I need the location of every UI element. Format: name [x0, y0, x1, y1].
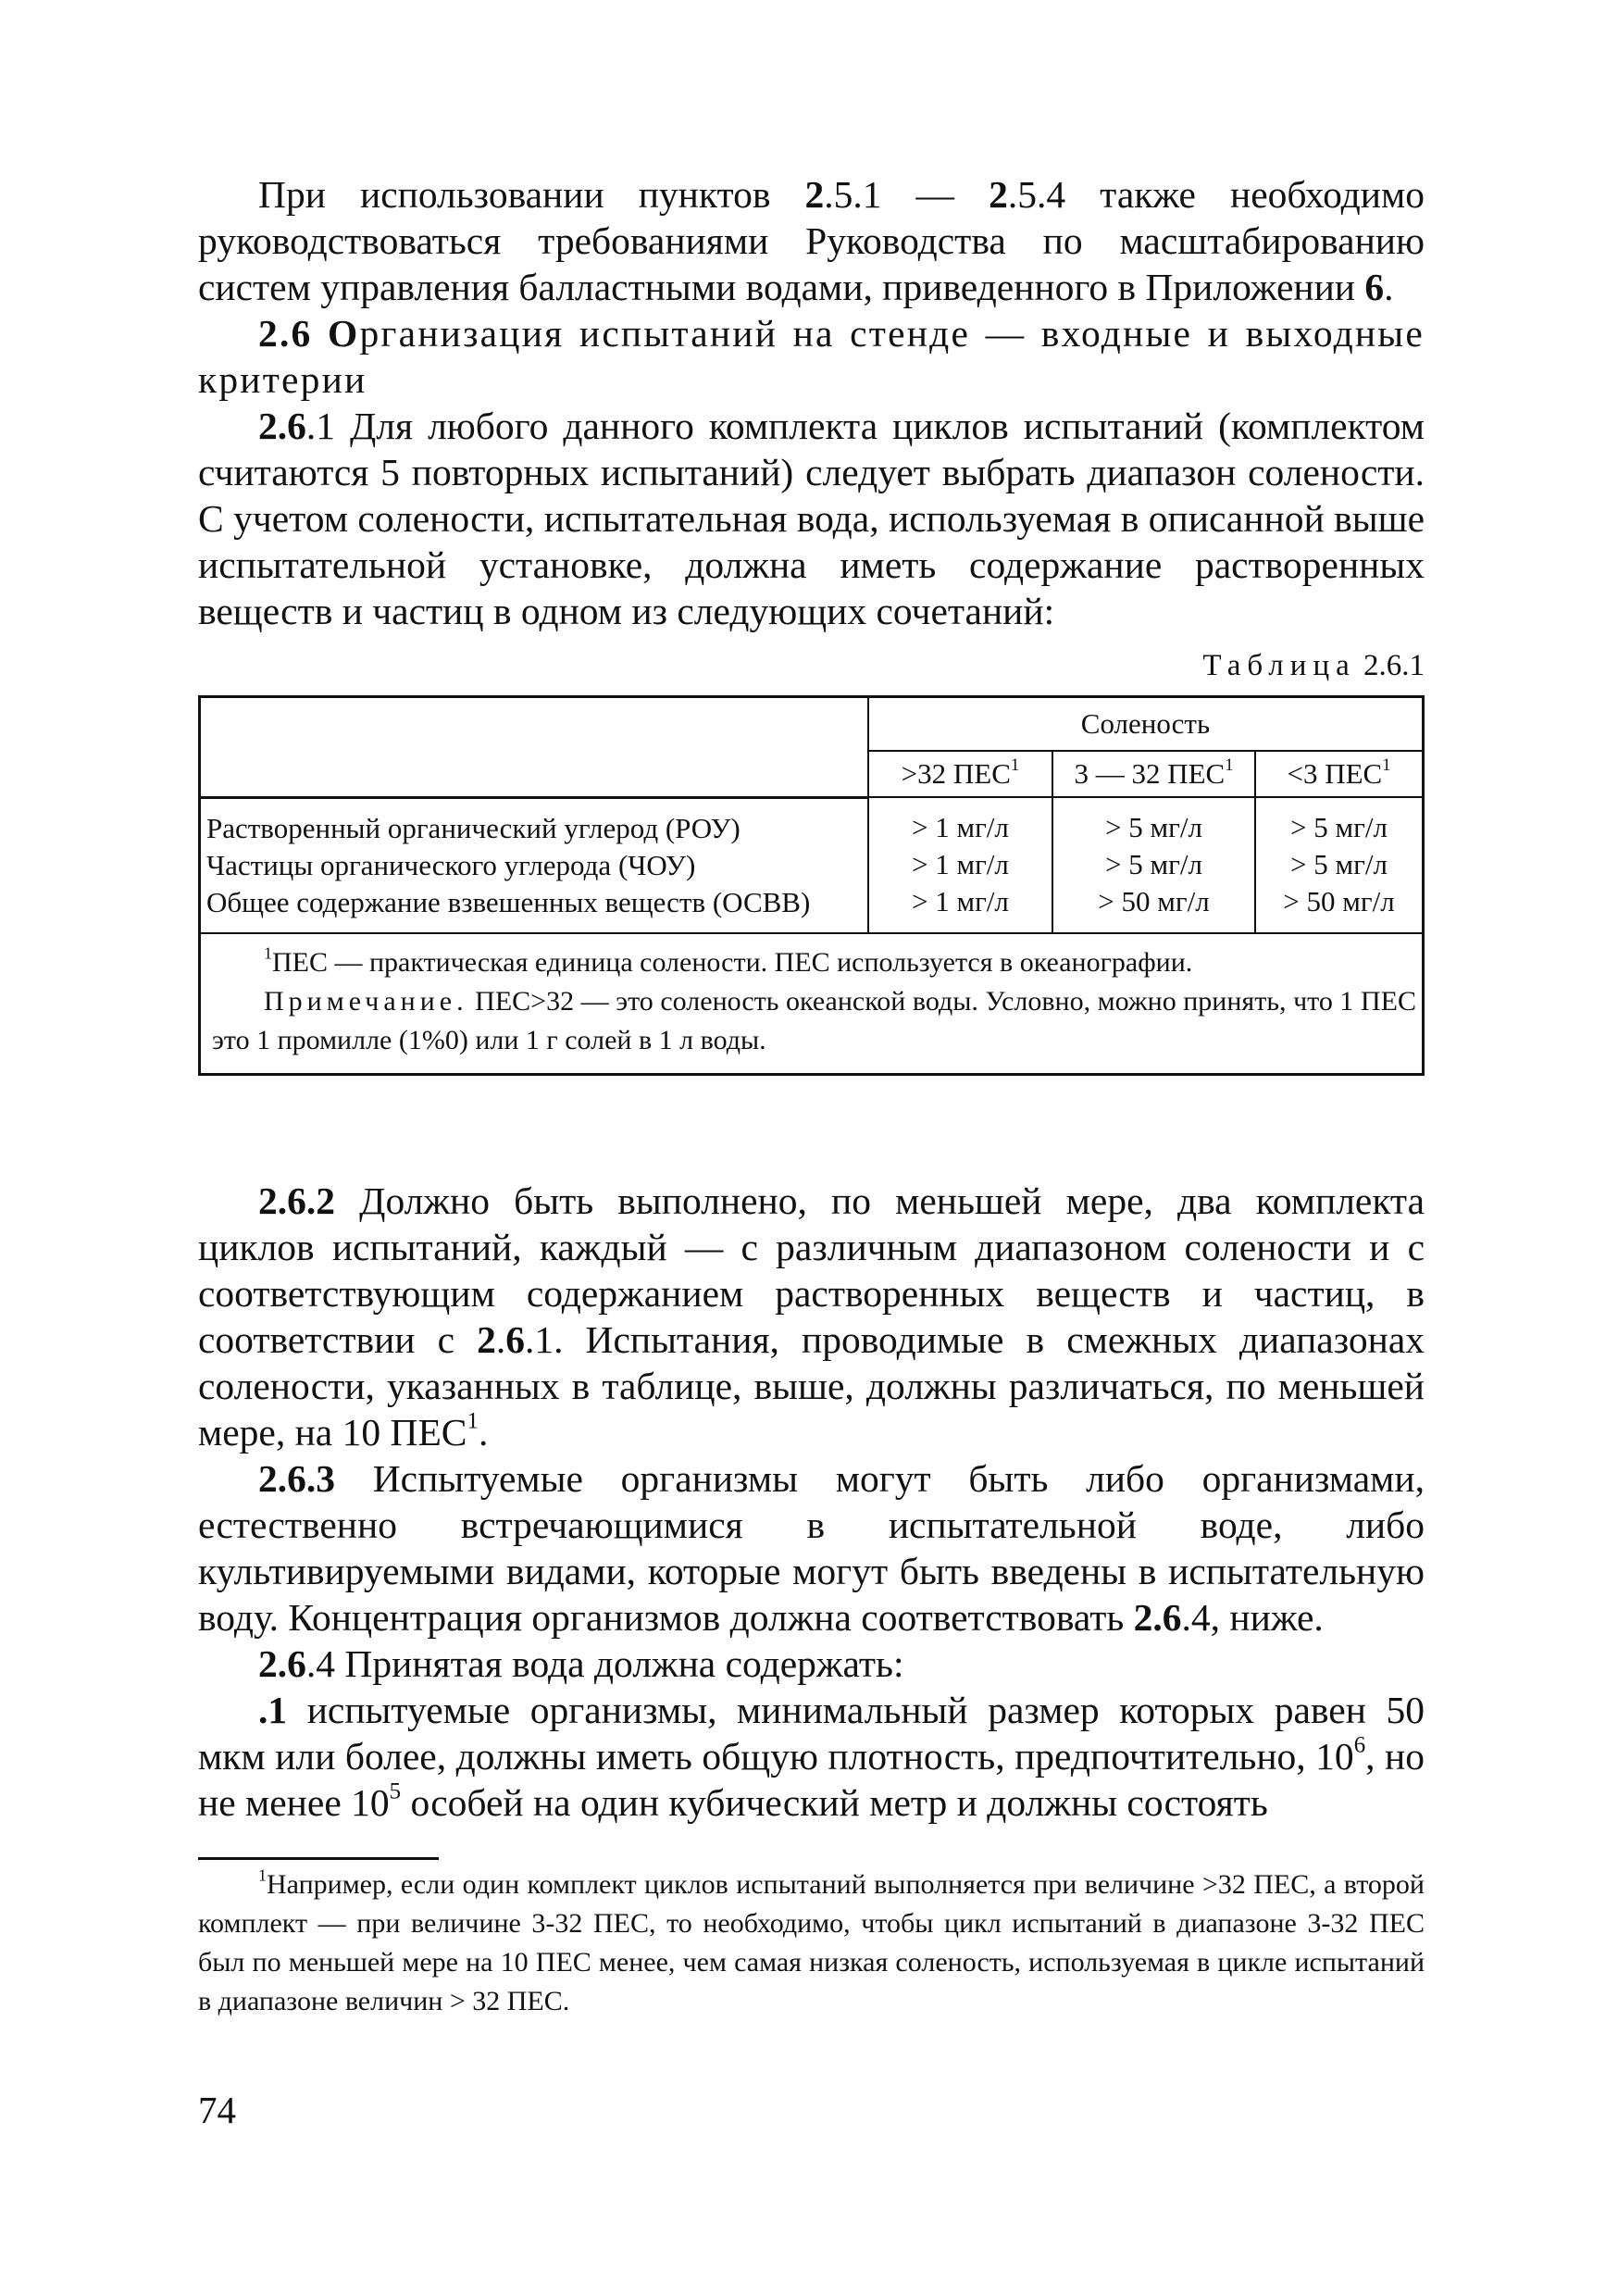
table-cell: > 5 мг/л	[1105, 811, 1202, 844]
clause-text: Испытуемые организмы могут быть либо организмами, естественно встречающимися в испытательной воде, либо культивируемыми видами, которые могут быть введены в испытательную воду. Концентрация организмов должна соответствовать	[198, 1456, 1425, 1639]
footnote-mark: 1	[1010, 755, 1020, 776]
table-cell: > 1 мг/л	[911, 811, 1009, 844]
group-header-label: Соленость	[1080, 707, 1211, 740]
table-cell: > 50 мг/л	[1283, 885, 1395, 918]
table-footnote-text: ПЕС — практическая единица солености. ПЕС используется в океанографии.	[272, 946, 1193, 978]
document-page	[198, 171, 1425, 2021]
spacer	[198, 1076, 1425, 1178]
table-corner-cell	[200, 697, 868, 798]
table-caption	[198, 647, 1425, 684]
item-number: .1	[258, 1688, 288, 1731]
clause-text: .4, ниже.	[1181, 1595, 1324, 1639]
remark-text: ПЕС>32 — это соленость океанской воды. Условно, можно принять, что 1 ПЕС это 1 промилле (1%0) или 1 г солей в 1 л воды.	[212, 985, 1416, 1055]
footnote-mark: 1	[1382, 755, 1391, 776]
table-cell: > 5 мг/л	[1105, 848, 1202, 881]
reference-bold: 2	[804, 173, 825, 216]
row-label: Растворенный органический углерод (РОУ)	[206, 811, 741, 844]
exponent: 5	[389, 1778, 402, 1803]
reference-bold: 2.6	[1133, 1595, 1182, 1639]
clause-text: испытуемые организмы, минимальный размер которых равен 50 мкм или более, должны иметь общую плотность, предпочтительно, 10	[198, 1688, 1425, 1778]
reference-bold: 6	[1364, 266, 1385, 308]
column-header-label: <3 ПЕС	[1287, 757, 1383, 790]
paragraph-intro	[198, 171, 1425, 310]
text-run: .	[478, 1410, 489, 1454]
column-header	[1052, 751, 1255, 797]
table-remark	[212, 982, 1416, 1060]
paragraph-2-6-4-1	[198, 1687, 1425, 1826]
clause-text: Должно быть выполнено, по меньшей мере, два комплекта циклов испытаний, каждый — с различным диапазоном солености и с соответствующим содержанием растворенных веществ и частиц, в соответствии с	[198, 1179, 1425, 1361]
table-notes	[200, 933, 1424, 1075]
clause-text: .4 Принятая вода должна содержать:	[305, 1641, 904, 1685]
values-column	[1255, 797, 1423, 933]
paragraph-2-6-2	[198, 1178, 1425, 1455]
text-run: .	[1384, 266, 1394, 308]
table-group-header	[868, 697, 1424, 752]
table-caption-number: 2.6.1	[1363, 649, 1425, 682]
clause-number: 2.6.2	[258, 1179, 335, 1222]
table-cell: > 50 мг/л	[1098, 885, 1210, 918]
remark-label: Примечание.	[264, 985, 468, 1017]
clause-text: .1. Испытания, проводимые в смежных диапазонах солености, указанных в таблице, выше, должны различаться, по меньшей мере, на 10 ПЕС	[198, 1317, 1425, 1454]
footnote-mark: 1	[1225, 755, 1234, 776]
row-label: Частицы органического углерода (ЧОУ)	[206, 848, 696, 881]
section-number: 2.6 О	[258, 312, 360, 355]
section-heading-2-6	[198, 310, 1425, 403]
table-cell: > 1 мг/л	[911, 885, 1009, 918]
page-number: 74	[198, 2089, 236, 2131]
footnote-text: Например, если один комплект циклов испытаний выполняется при величине >32 ПЕС, а второй комплект — при величине 3-32 ПЕС, то необходимо, чтобы цикл испытаний в диапазоне 3-32 ПЕС был по меньшей мере на 10 ПЕС менее, чем самая низкая соленость, используемая в цикле испытаний в диапазоне величин > 32 ПЕС.	[198, 1868, 1425, 2016]
clause-number: 2.6.3	[258, 1456, 335, 1500]
reference-bold: 6	[505, 1317, 525, 1361]
text-run: .5.1 —	[824, 173, 989, 216]
table-cell: > 5 мг/л	[1290, 811, 1388, 844]
clause-text: , но не менее 10	[198, 1734, 1425, 1824]
clause-text: особей на один кубический метр и должны состоять	[401, 1780, 1268, 1824]
clause-number: 2.6	[258, 1641, 306, 1685]
section-title: рганизация испытаний на стенде — входные и выходные критерии	[198, 312, 1425, 401]
clause-number: 2.6	[258, 405, 306, 447]
column-header-label: 3 — 32 ПЕС	[1074, 757, 1226, 790]
reference-bold: 2	[989, 173, 1008, 216]
paragraph-2-6-1	[198, 403, 1425, 634]
text-run: При использовании пунктов	[258, 173, 805, 216]
column-header	[1255, 751, 1423, 797]
table-cell: > 5 мг/л	[1290, 848, 1388, 881]
table-footnote	[212, 943, 1416, 982]
table-caption-word: Таблица	[1202, 649, 1356, 682]
text-run: .	[495, 1317, 506, 1361]
salinity-table	[198, 695, 1425, 1076]
row-label: Общее содержание взвешенных веществ (ОСВВ)	[206, 885, 811, 918]
table-cell: > 1 мг/л	[911, 848, 1009, 881]
paragraph-2-6-4	[198, 1641, 1425, 1687]
footnote-separator	[198, 1857, 439, 1860]
paragraph-2-6-3	[198, 1455, 1425, 1641]
column-header	[868, 751, 1052, 797]
text-run: .5.4 также необходимо руководствоваться требованиями Руководства по масштабированию систем управления балластными водами, приведенного в Приложении	[198, 173, 1425, 308]
clause-text: .1 Для любого данного комплекта циклов испытаний (комплектом считаются 5 повторных испытаний) следует выбрать диапазон солености. С учетом солености, испытательная вода, используемая в описанной выше испытательной установке, должна иметь содержание растворенных веществ и частиц в одном из следующих сочетаний:	[198, 405, 1425, 632]
footnote-mark: 1	[264, 943, 272, 962]
exponent: 6	[1353, 1731, 1366, 1757]
reference-bold: 2	[477, 1317, 496, 1361]
column-header-label: >32 ПЕС	[901, 757, 1011, 790]
values-column	[1052, 797, 1255, 933]
values-column	[868, 797, 1052, 933]
footnote-mark: 1	[467, 1407, 479, 1433]
page-footnote	[198, 1866, 1425, 2021]
footnote-mark: 1	[258, 1866, 267, 1884]
row-labels-cell	[200, 797, 868, 933]
